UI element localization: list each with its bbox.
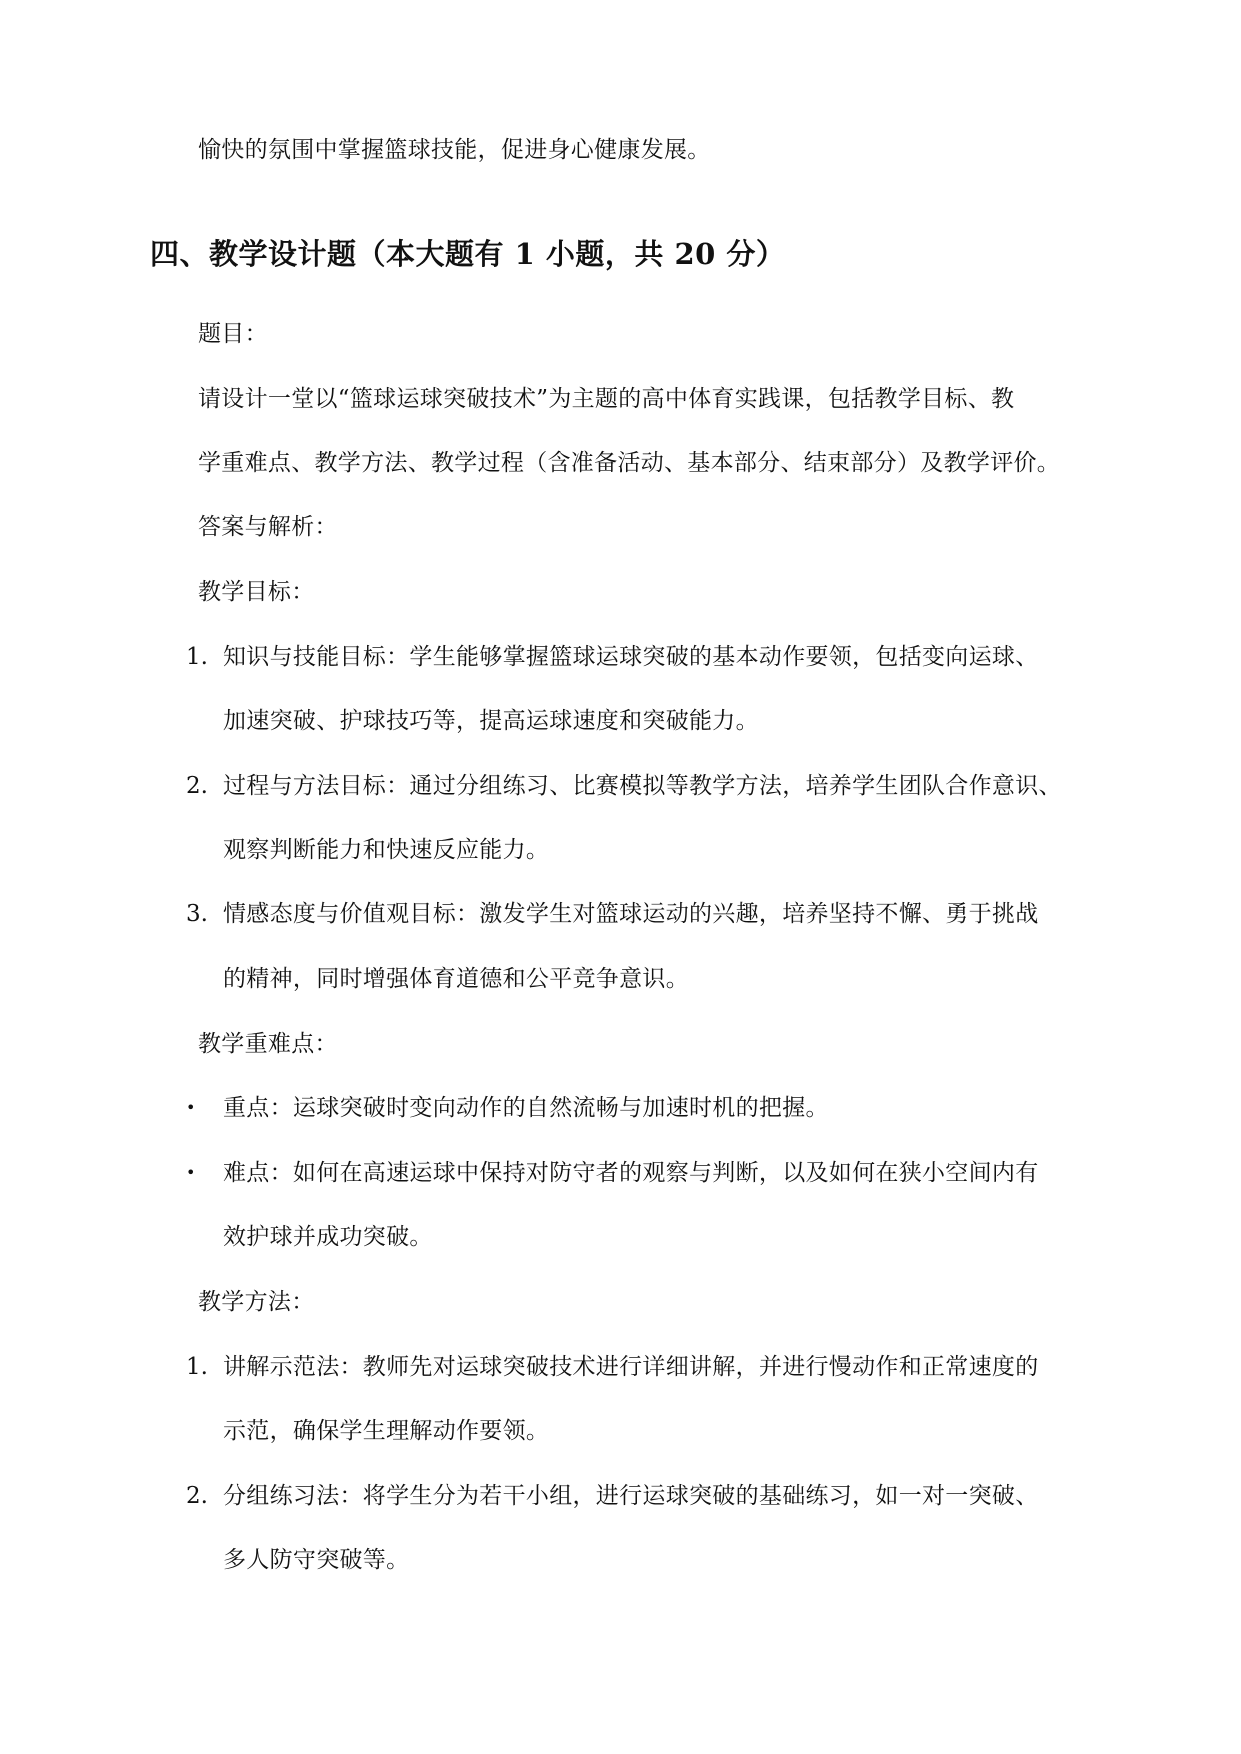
key-point-2-line-1: 难点：如何在高速运球中保持对防守者的观察与判断，以及如何在狭小空间内有 [223,1160,1039,1186]
methods-title: 教学方法： [198,1289,315,1315]
question-label: 题目： [198,321,268,347]
method-2-line-1: 分组练习法：将学生分为若干小组，进行运球突破的基础练习，如一对一突破、 [223,1483,1039,1509]
question-line-2: 学重难点、教学方法、教学过程（含准备活动、基本部分、结束部分）及教学评价。 [198,450,1061,476]
key-point-2-bullet: • [186,1163,196,1182]
objective-3-line-2: 的精神，同时增强体育道德和公平竞争意识。 [223,966,689,992]
method-2-number: 2. [186,1483,208,1509]
question-line-1: 请设计一堂以“篮球运球突破技术”为主题的高中体育实践课，包括教学目标、教 [198,386,1015,412]
key-point-1-line-1: 重点：运球突破时变向动作的自然流畅与加速时机的把握。 [223,1095,829,1121]
objective-2-number: 2. [186,773,208,799]
objective-1-line-1: 知识与技能目标：学生能够掌握篮球运球突破的基本动作要领，包括变向运球、 [223,644,1039,670]
method-1-line-1: 讲解示范法：教师先对运球突破技术进行详细讲解，并进行慢动作和正常速度的 [223,1354,1039,1380]
objective-3-line-1: 情感态度与价值观目标：激发学生对篮球运动的兴趣，培养坚持不懈、勇于挑战 [223,901,1039,927]
section-heading: 四、教学设计题（本大题有 1 小题，共 20 分） [150,237,786,271]
method-2-line-2: 多人防守突破等。 [223,1547,410,1573]
answer-label: 答案与解析： [198,514,338,540]
objectives-title: 教学目标： [198,579,315,605]
key-point-1-bullet: • [186,1098,196,1117]
method-1-number: 1. [186,1354,208,1380]
objective-1-number: 1. [186,644,208,670]
key-points-title: 教学重难点： [198,1031,338,1057]
method-1-line-2: 示范，确保学生理解动作要领。 [223,1418,550,1444]
objective-1-line-2: 加速突破、护球技巧等，提高运球速度和突破能力。 [223,708,759,734]
objective-3-number: 3. [186,901,208,927]
objective-2-line-2: 观察判断能力和快速反应能力。 [223,837,550,863]
intro-tail-text: 愉快的氛围中掌握篮球技能，促进身心健康发展。 [198,137,711,163]
key-point-2-line-2: 效护球并成功突破。 [223,1224,433,1250]
objective-2-line-1: 过程与方法目标：通过分组练习、比赛模拟等教学方法，培养学生团队合作意识、 [223,773,1062,799]
